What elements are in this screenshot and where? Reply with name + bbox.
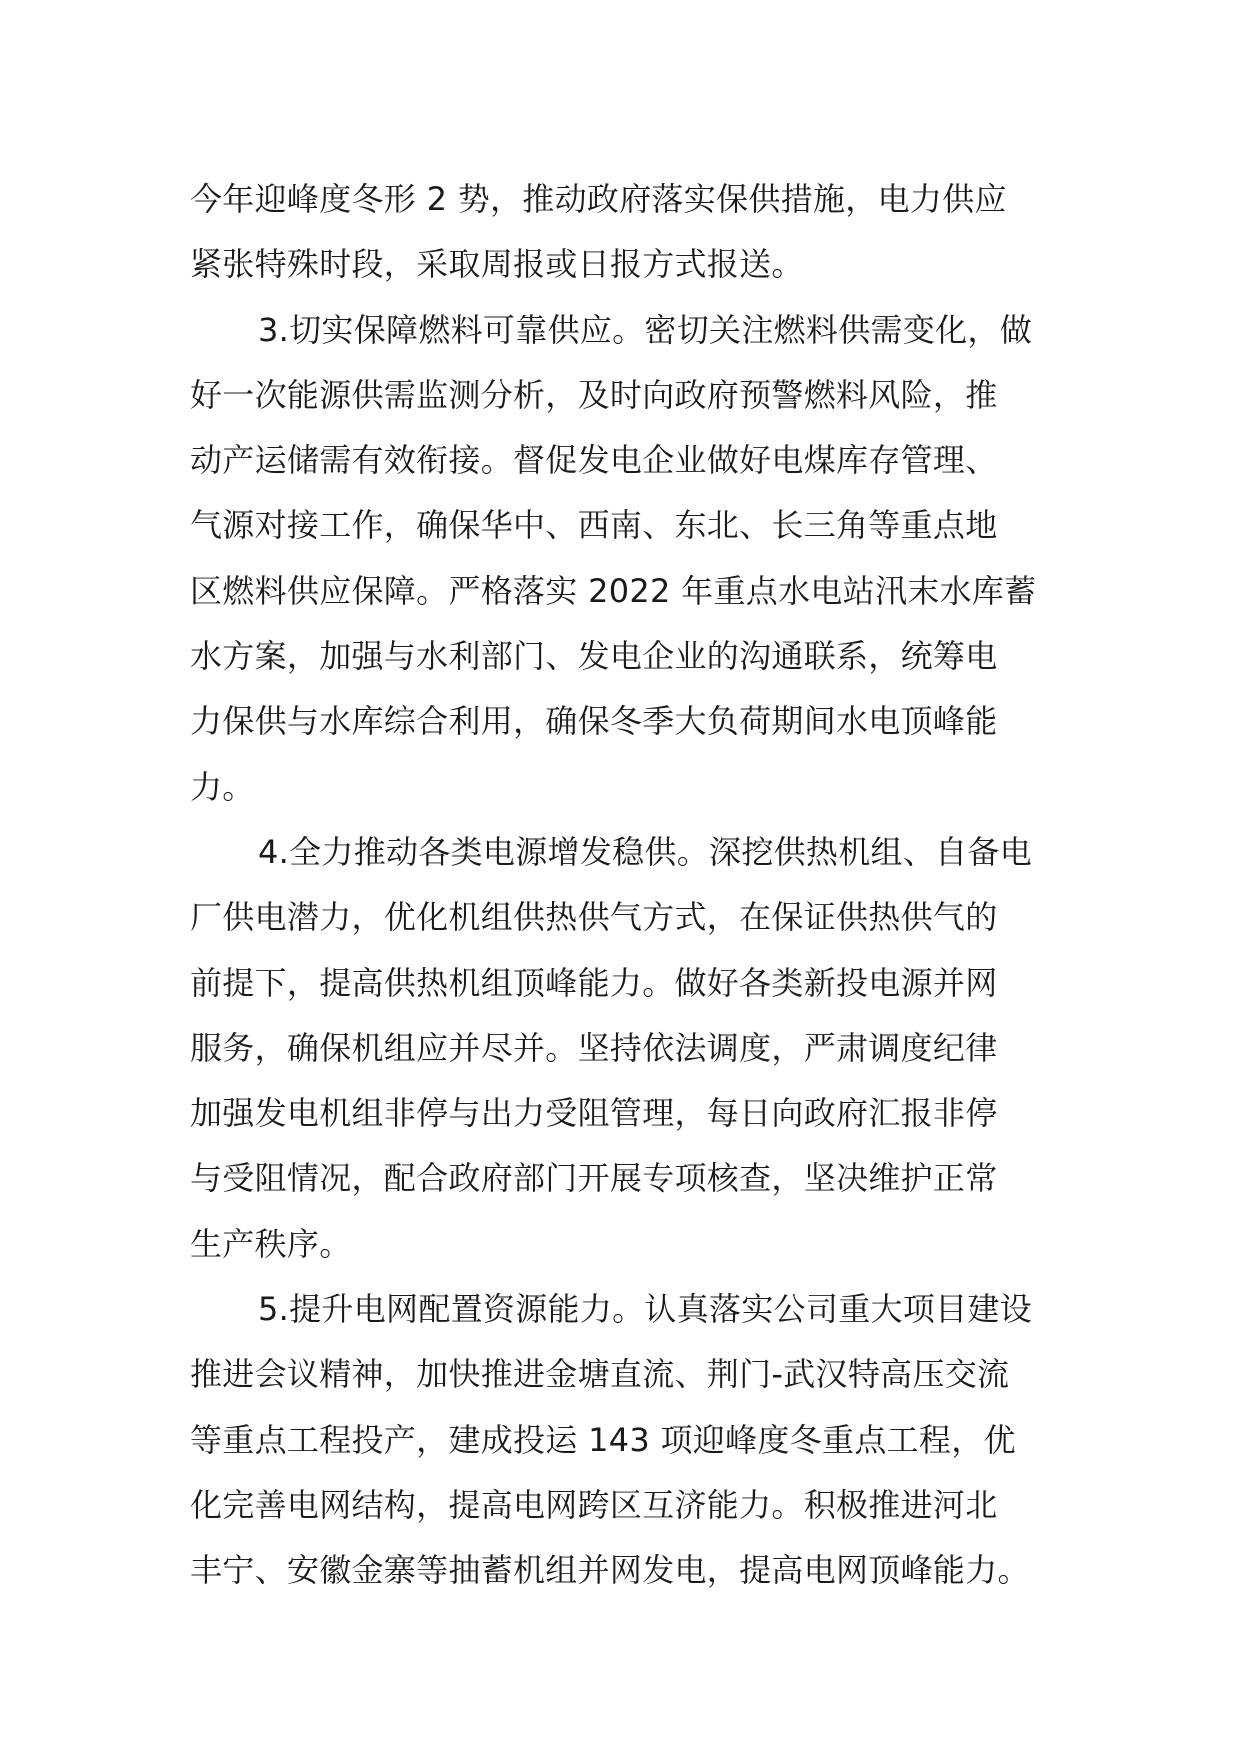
- text-line: 厂供电潜力，优化机组供热供气方式，在保证供热供气的: [190, 898, 998, 937]
- text-line: 加强发电机组非停与出力受阻管理，每日向政府汇报非停: [190, 1094, 998, 1133]
- text-line: 化完善电网结构，提高电网跨区互济能力。积极推进河北: [190, 1485, 998, 1524]
- text-line: 等重点工程投产，建成投运 143 项迎峰度冬重点工程，优: [190, 1420, 1016, 1459]
- text-line: 区燃料供应保障。严格落实 2022 年重点水电站汛末水库蓄: [190, 571, 1037, 610]
- text-line: 推进会议精神，加快推进金塘直流、荆门-武汉特高压交流: [190, 1355, 1010, 1394]
- text-line: 今年迎峰度冬形 2 势，推动政府落实保供措施，电力供应: [190, 180, 1007, 218]
- text-line: 动产运储需有效衔接。督促发电企业做好电煤库存管理、: [190, 441, 998, 480]
- text-line: 丰宁、安徽金寨等抽蓄机组并网发电，提高电网顶峰能力。: [190, 1551, 1030, 1590]
- text-line: 力保供与水库综合利用，确保冬季大负荷期间水电顶峰能: [190, 702, 998, 741]
- text-line: 前提下，提高供热机组顶峰能力。做好各类新投电源并网: [190, 963, 998, 1002]
- document-body: [190, 167, 1070, 1604]
- text-line: 好一次能源供需监测分析，及时向政府预警燃料风险，推: [190, 375, 998, 414]
- text-line: 水方案，加强与水利部门、发电企业的沟通联系，统筹电: [190, 637, 998, 676]
- text-line: 生产秩序。: [190, 1224, 352, 1263]
- text-line: 与受阻情况，配合政府部门开展专项核查，坚决维护正常: [190, 1159, 998, 1198]
- paragraph-heading-3: 3.切实保障燃料可靠供应。密切关注燃料供需变化，做: [258, 310, 1033, 349]
- text-line: 气源对接工作，确保华中、西南、东北、长三角等重点地: [190, 506, 998, 545]
- paragraph-heading-4: 4.全力推动各类电源增发稳供。深挖供热机组、自备电: [258, 832, 1033, 871]
- text-line: 力。: [190, 767, 255, 806]
- text-line: 服务，确保机组应并尽并。坚持依法调度，严肃调度纪律: [190, 1028, 998, 1067]
- paragraph-heading-5: 5.提升电网配置资源能力。认真落实公司重大项目建设: [258, 1290, 1033, 1329]
- text-line: 紧张特殊时段，采取周报或日报方式报送。: [190, 245, 804, 284]
